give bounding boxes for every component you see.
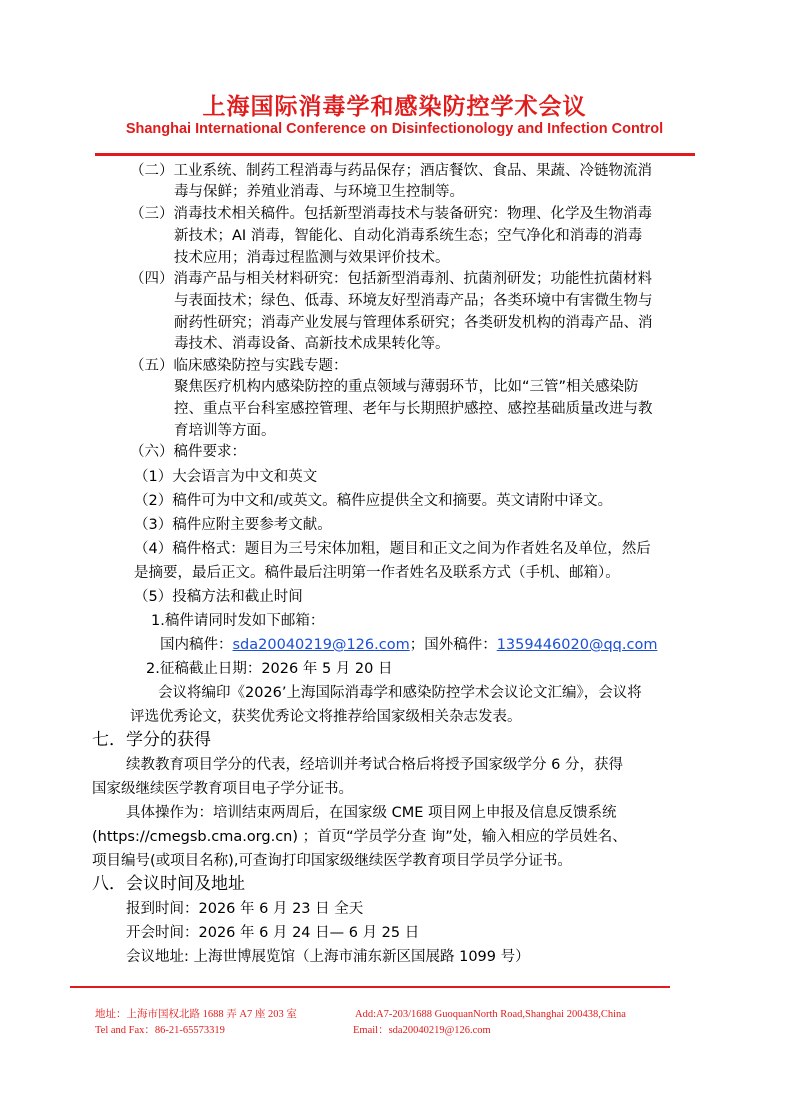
section-2-line-2: 毒与保鲜；养殖业消毒、与环境卫生控制等。 [174, 184, 464, 200]
section-8-heading: 八．会议时间及地址 [92, 874, 245, 894]
compilation-line-2: 评选优秀论文，获奖优秀论文将推荐给国家级相关杂志发表。 [130, 709, 522, 725]
section-5-line-4: 育培训等方面。 [174, 423, 276, 439]
footer-email: Email：sda20040219@126.com [353, 1025, 491, 1036]
domestic-email-link[interactable]: sda20040219@126.com [232, 637, 410, 653]
conference-title-en: Shanghai International Conference on Disinfectionology and Infection Control [125, 121, 664, 137]
meeting-venue: 会议地址: 上海世博展览馆（上海市浦东新区国展路 1099 号） [126, 949, 530, 965]
section-4-line-4: 毒技术、消毒设备、高新技术成果转化等。 [174, 336, 450, 352]
foreign-email-label: ；国外稿件： [409, 637, 497, 653]
requirement-5: （5）投稿方法和截止时间 [134, 589, 303, 605]
submission-deadline: 2.征稿截止日期：2026 年 5 月 20 日 [146, 661, 393, 677]
section-5-line-1: （五）临床感染防控与实践专题： [130, 358, 348, 374]
domestic-email-label: 国内稿件： [160, 637, 233, 653]
header-divider [95, 153, 695, 156]
conference-title-cn: 上海国际消毒学和感染防控学术会议 [202, 94, 587, 120]
requirement-3: （3）稿件应附主要参考文献。 [134, 517, 332, 533]
section-2-line-1: （二）工业系统、制药工程消毒与药品保存；酒店餐饮、食品、果蔬、冷链物流消 [130, 163, 652, 179]
credit-line-1: 续教教育项目学分的代表，经培训并考试合格后将授予国家级学分 6 分，获得 [126, 757, 623, 773]
credit-line-3: 具体操作为：培训结束两周后，在国家级 CME 项目网上申报及信息反馈系统 [126, 805, 617, 821]
credit-line-4: (https://cmegsb.cma.org.cn) ；首页“学员学分查 询”处，输入相应的学员姓名、 [92, 829, 627, 845]
requirement-2: （2）稿件可为中文和/或英文。稿件应提供全文和摘要。英文请附中译文。 [134, 493, 613, 509]
credit-line-2: 国家级继续医学教育项目电子学分证书。 [92, 781, 353, 797]
footer-address-en: Add:A7-203/1688 GuoquanNorth Road,Shanghai 200438,China [355, 1009, 626, 1020]
meeting-time: 开会时间：2026 年 6 月 24 日— 6 月 25 日 [126, 925, 420, 941]
section-5-line-3: 控、重点平台科室感控管理、老年与长期照护感控、感控基础质量改进与教 [174, 401, 653, 417]
footer-tel-fax: Tel and Fax：86-21-65573319 [95, 1025, 225, 1036]
compilation-line-1: 会议将编印《2026’上海国际消毒学和感染防控学术会议论文汇编》，会议将 [158, 685, 642, 701]
requirement-4-line-1: （4）稿件格式：题目为三号宋体加粗，题目和正文之间为作者姓名及单位，然后 [134, 541, 651, 557]
section-3-line-3: 技术应用；消毒过程监测与效果评价技术。 [174, 250, 450, 266]
submission-email-intro: 1.稿件请同时发如下邮箱： [151, 613, 325, 629]
section-4-line-1: （四）消毒产品与相关材料研究：包括新型消毒剂、抗菌剂研发；功能性抗菌材料 [130, 271, 652, 287]
foreign-email-link[interactable]: 1359446020@qq.com [496, 637, 658, 653]
footer-divider [70, 986, 670, 988]
requirement-4-line-2: 是摘要，最后正文。稿件最后注明第一作者姓名及联系方式（手机、邮箱）。 [134, 565, 620, 581]
section-4-line-2: 与表面技术；绿色、低毒、环境友好型消毒产品；各类环境中有害微生物与 [174, 293, 653, 309]
footer-address-cn: 地址：上海市国权北路 1688 弄 A7 座 203 室 [95, 1009, 297, 1020]
section-4-line-3: 耐药性研究；消毒产业发展与管理体系研究；各类研发机构的消毒产品、消 [174, 315, 653, 331]
section-3-line-2: 新技术；AI 消毒，智能化、自动化消毒系统生态；空气净化和消毒的消毒 [174, 228, 643, 244]
section-5-line-2: 聚焦医疗机构内感染防控的重点领域与薄弱环节，比如“三管”相关感染防 [174, 379, 639, 395]
section-3-line-1: （三）消毒技术相关稿件。包括新型消毒技术与装备研究：物理、化学及生物消毒 [130, 206, 652, 222]
section-6-heading: （六）稿件要求： [130, 444, 246, 460]
requirement-1: （1）大会语言为中文和英文 [134, 469, 318, 485]
section-7-heading: 七．学分的获得 [92, 730, 211, 750]
credit-line-5: 项目编号(或项目名称),可查询打印国家级继续医学教育项目学员学分证书。 [92, 853, 572, 869]
submission-emails [160, 635, 657, 655]
report-time: 报到时间：2026 年 6 月 23 日 全天 [126, 901, 364, 917]
